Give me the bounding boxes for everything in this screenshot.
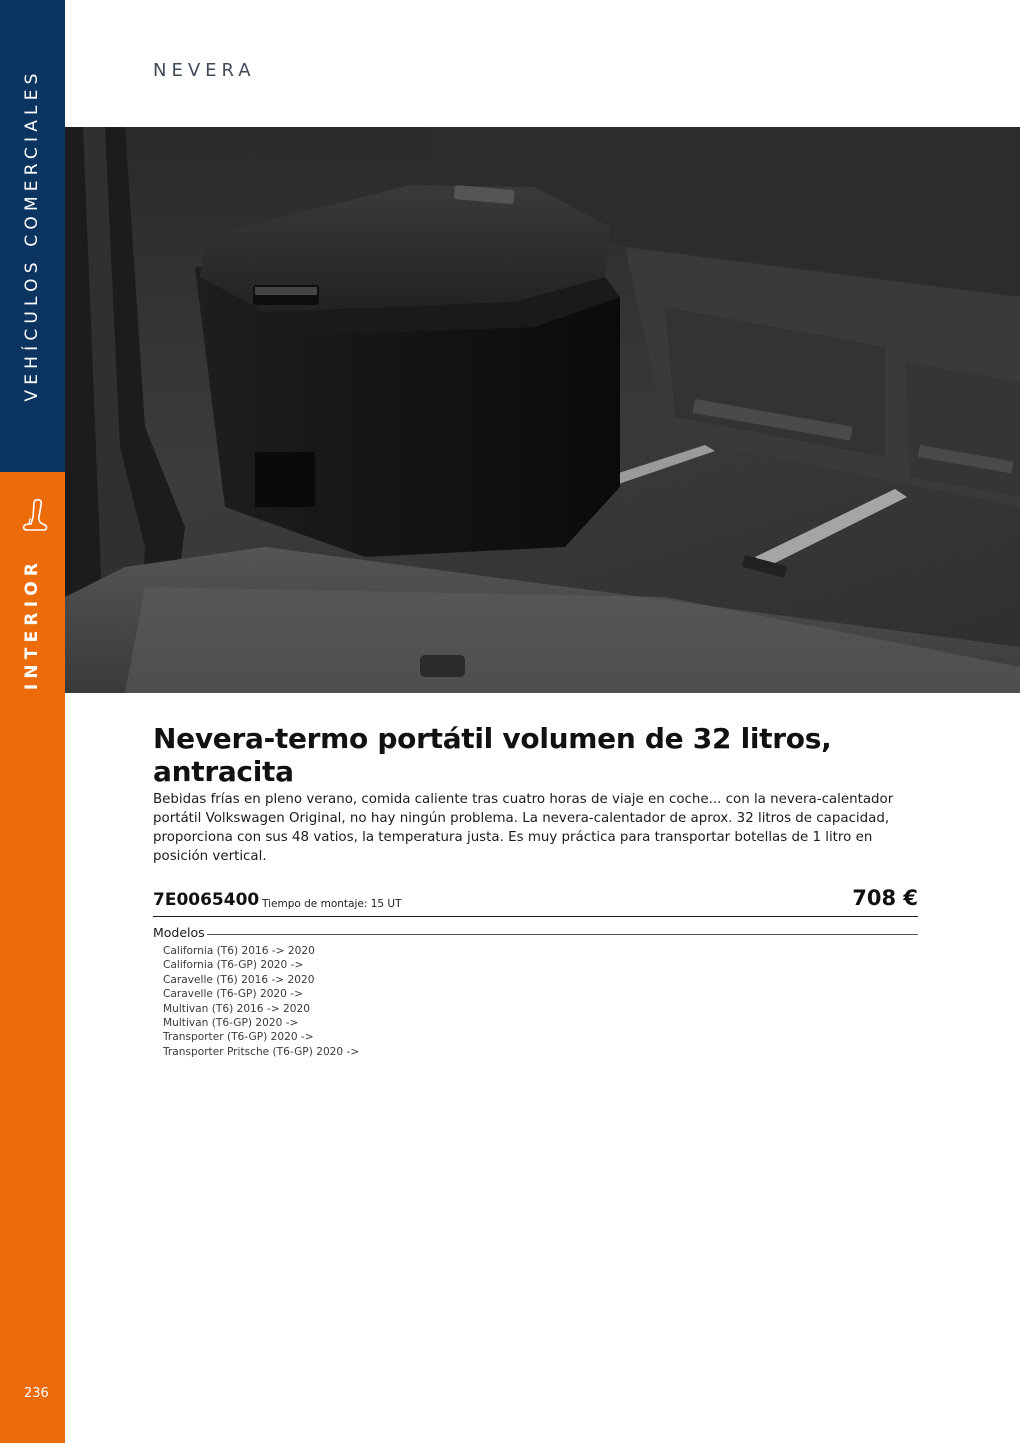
model-item: Caravelle (T6) 2016 -> 2020 xyxy=(163,973,315,986)
product-title: Nevera-termo portátil volumen de 32 litros, antracita xyxy=(153,722,832,788)
mount-time: Tiempo de montaje: 15 UT xyxy=(262,898,402,910)
model-item: Multivan (T6-GP) 2020 -> xyxy=(163,1017,299,1030)
page-number: 236 xyxy=(24,1386,49,1401)
part-row xyxy=(153,886,918,916)
model-item: Transporter (T6-GP) 2020 -> xyxy=(163,1031,314,1044)
part-number: 7E0065400 xyxy=(153,890,260,910)
section-title: NEVERA xyxy=(153,60,256,81)
sidebar-section-label: VEHÍCULOS COMERCIALES xyxy=(22,68,42,402)
price: 708 € xyxy=(852,886,918,910)
car-seat-icon xyxy=(19,497,49,537)
model-item: Multivan (T6) 2016 -> 2020 xyxy=(163,1002,310,1015)
model-item: California (T6-GP) 2020 -> xyxy=(163,959,304,972)
models-label: Modelos xyxy=(153,925,205,940)
part-divider xyxy=(153,916,918,917)
model-item: Transporter Pritsche (T6-GP) 2020 -> xyxy=(163,1045,360,1058)
sidebar-category-label: INTERIOR xyxy=(22,557,42,691)
product-photo xyxy=(65,127,1020,693)
model-item: California (T6) 2016 -> 2020 xyxy=(163,945,315,957)
models-divider xyxy=(207,934,918,935)
model-item: Caravelle (T6-GP) 2020 -> xyxy=(163,988,303,1001)
product-description: Bebidas frías en pleno verano, comida caliente tras cuatro horas de viaje en coche... con la nevera-calentador portátil Volkswagen Original, no hay ningún problema. La nevera-calentador de aprox. 32 litros de capacidad, proporciona con sus 48 vatios, la temperatura justa. Es muy práctica para transportar botellas de 1 litro en posición vertical. xyxy=(153,792,894,864)
models-list xyxy=(163,944,359,1059)
